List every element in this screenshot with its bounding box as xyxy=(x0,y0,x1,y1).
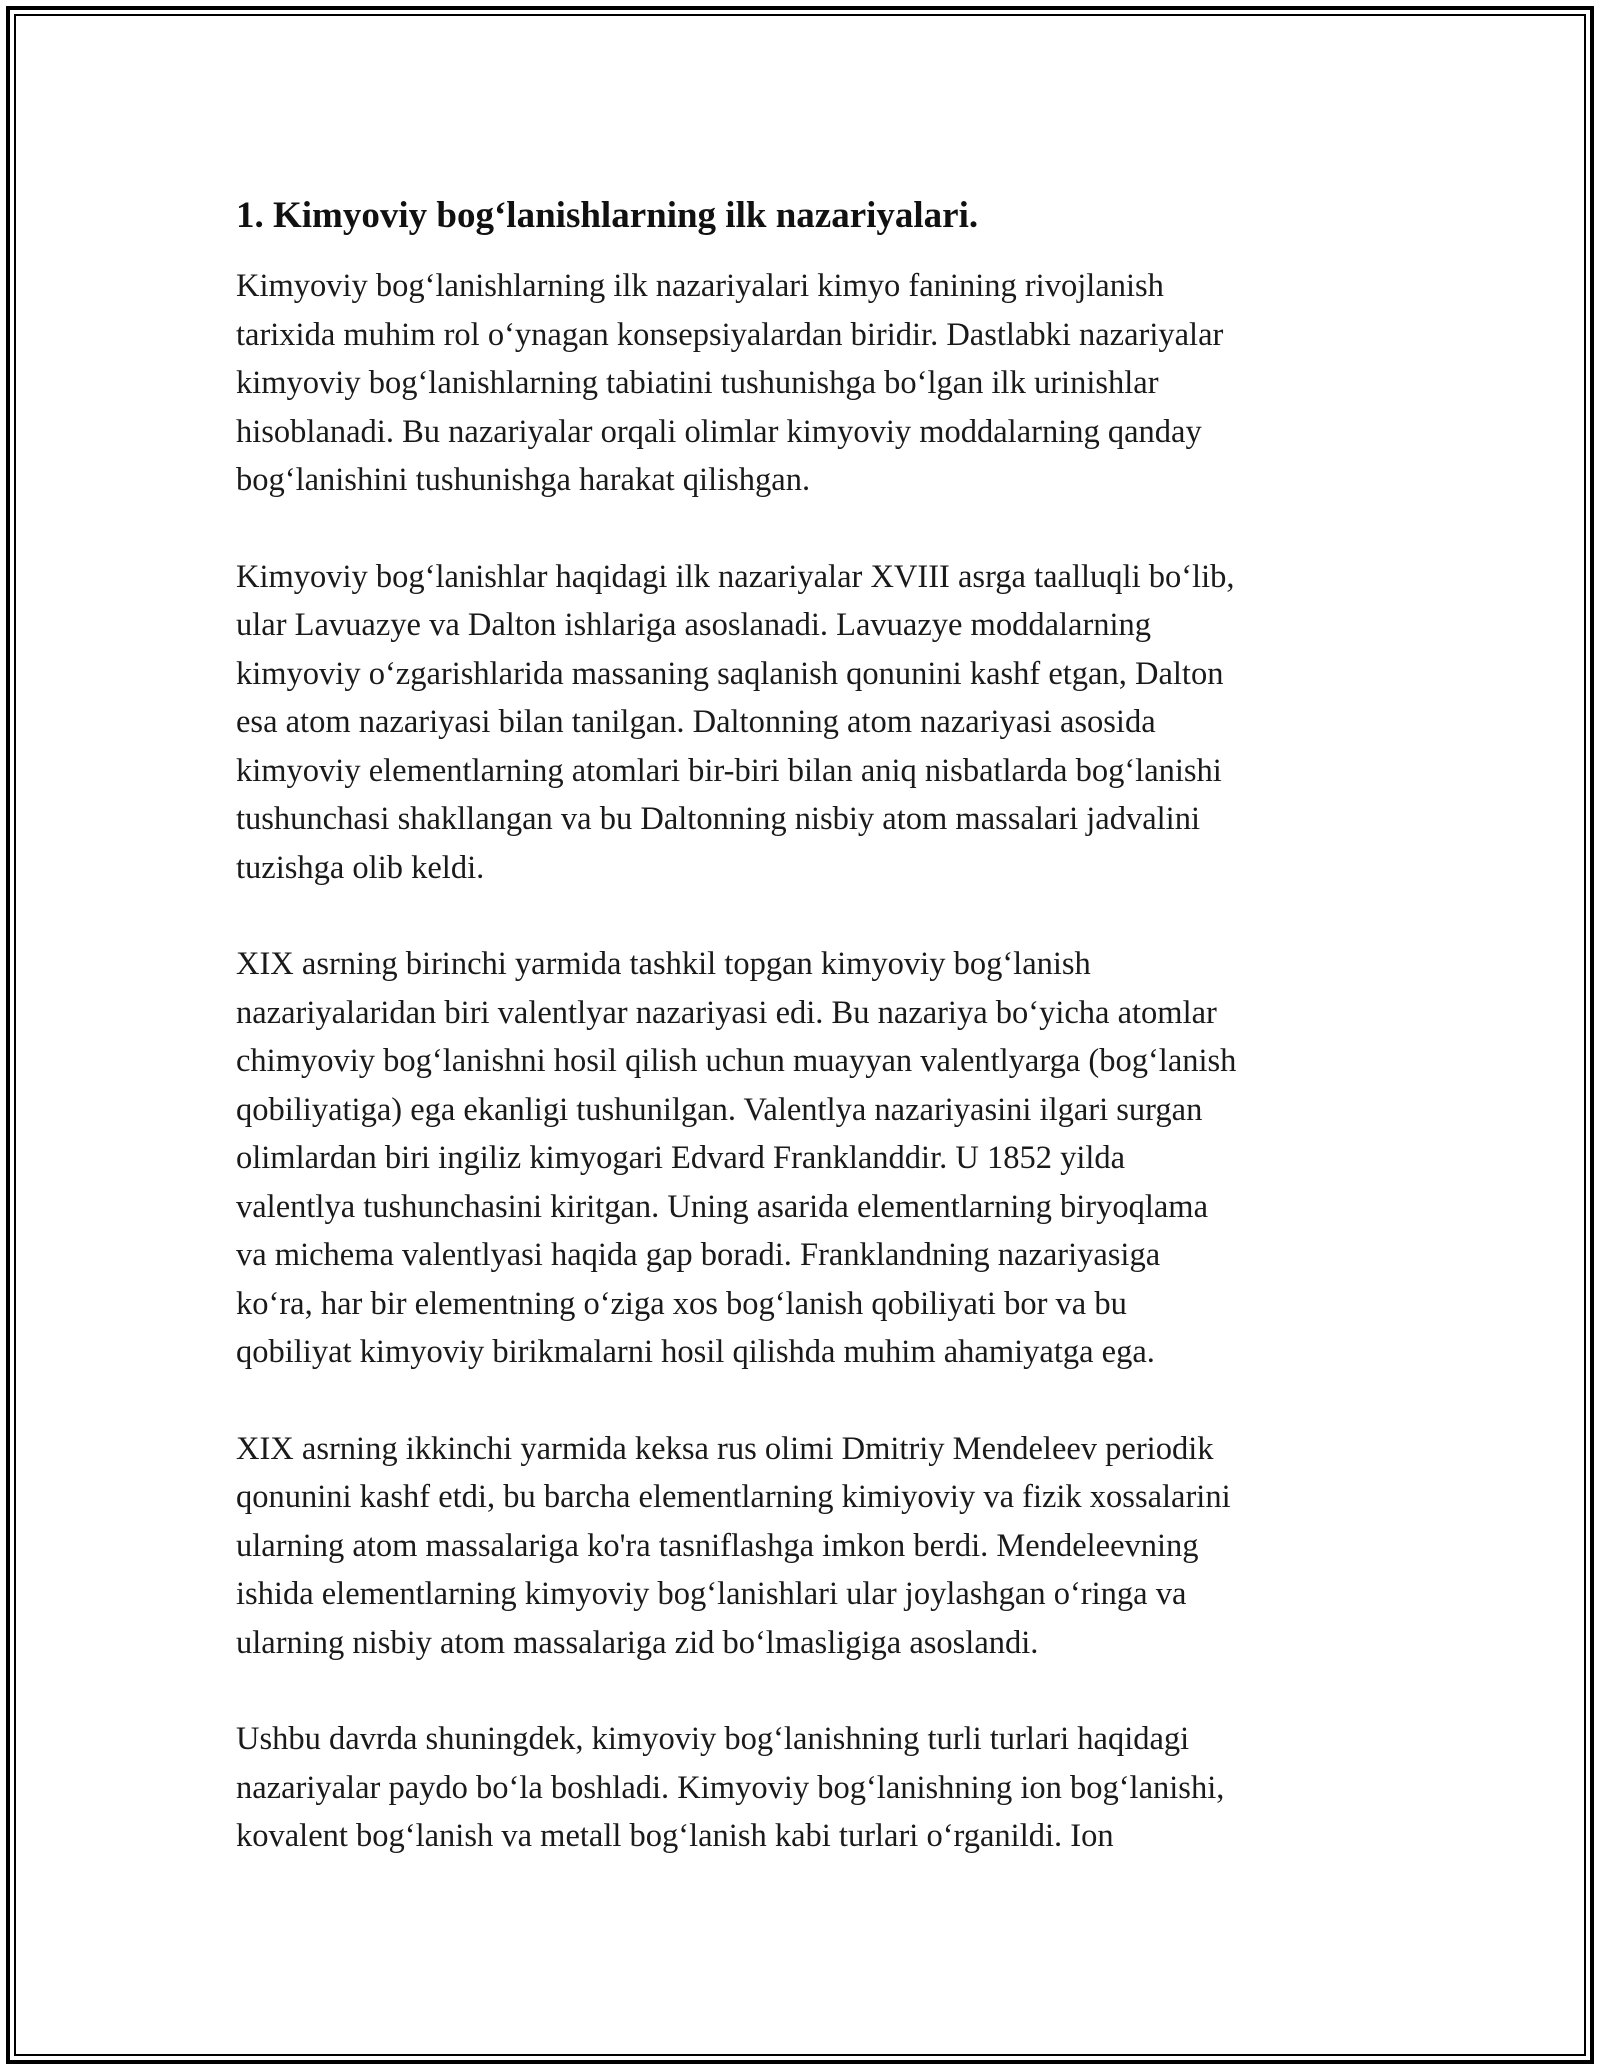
text-line: kimyoviy elementlarning atomlari bir-biri bilan aniq nisbatlarda bog‘lanishi xyxy=(236,752,1222,789)
text-line: tushunchasi shakllangan va bu Daltonning nisbiy atom massalari jadvalini xyxy=(236,801,1200,837)
text-line: ularning nisbiy atom massalariga zid bo‘lmasligiga asoslandi. xyxy=(236,1624,1039,1661)
text-line: qonunini kashf etdi, bu barcha elementlarning kimiyoviy va fizik xossalarini xyxy=(236,1479,1231,1515)
paragraph-mendeleev xyxy=(236,1425,1376,1668)
text-line: nazariyalaridan biri valentlyar nazariyasi edi. Bu nazariya bo‘yicha atomlar xyxy=(236,994,1217,1031)
text-line: kimyoviy bog‘lanishlarning tabiatini tushunishga bo‘lgan ilk urinishlar xyxy=(236,365,1159,401)
text-line: XIX asrning birinchi yarmida tashkil topgan kimyoviy bog‘lanish xyxy=(236,946,1091,982)
text-line: va michema valentlyasi haqida gap boradi. Franklandning nazariyasiga xyxy=(236,1237,1161,1273)
text-line: esa atom nazariyasi bilan tanilgan. Daltonning atom nazariyasi asosida xyxy=(236,704,1156,740)
paragraph-bond-types xyxy=(236,1715,1376,1861)
text-line: Kimyoviy bog‘lanishlar haqidagi ilk nazariyalar XVIII asrga taalluqli bo‘lib, xyxy=(236,558,1235,595)
paragraph-valence-theory xyxy=(236,940,1376,1377)
text-line: kimyoviy o‘zgarishlarida massaning saqlanish qonunini kashf etgan, Dalton xyxy=(236,655,1224,692)
paragraph-intro xyxy=(236,262,1376,505)
text-line: chimyoviy bog‘lanishni hosil qilish uchun muayyan valentlyarga (bog‘lanish xyxy=(236,1043,1237,1079)
document-body xyxy=(236,188,1376,1861)
text-line: tuzishga olib keldi. xyxy=(236,849,485,886)
text-line: Kimyoviy bog‘lanishlarning ilk nazariyalari kimyo fanining rivojlanish xyxy=(236,268,1164,304)
text-line: ko‘ra, har bir elementning o‘ziga xos bog‘lanish qobiliyati bor va bu xyxy=(236,1285,1127,1322)
text-line: qobiliyatiga) ega ekanligi tushunilgan. Valentlya nazariyasini ilgari surgan xyxy=(236,1091,1203,1128)
text-line: tarixida muhim rol o‘ynagan konsepsiyalardan biridir. Dastlabki nazariyalar xyxy=(236,316,1224,353)
text-line: olimlardan biri ingiliz kimyogari Edvard Franklanddir. U 1852 yilda xyxy=(236,1140,1126,1176)
text-line: ishida elementlarning kimyoviy bog‘lanishlari ular joylashgan o‘ringa va xyxy=(236,1576,1187,1612)
section-heading: 1. Kimyoviy bog‘lanishlarning ilk nazariyalari. xyxy=(236,195,979,236)
text-line: bog‘lanishini tushunishga harakat qilishgan. xyxy=(236,462,811,498)
text-line: ularning atom massalariga ko'ra tasniflashga imkon berdi. Mendeleevning xyxy=(236,1527,1199,1564)
text-line: nazariyalar paydo bo‘la boshladi. Kimyoviy bog‘lanishning ion bog‘lanishi, xyxy=(236,1769,1225,1806)
text-line: XIX asrning ikkinchi yarmida keksa rus olimi Dmitriy Mendeleev periodik xyxy=(236,1430,1214,1467)
text-line: kovalent bog‘lanish va metall bog‘lanish kabi turlari o‘rganildi. Ion xyxy=(236,1818,1114,1854)
text-line: ular Lavuazye va Dalton ishlariga asoslanadi. Lavuazye moddalarning xyxy=(236,607,1152,643)
text-line: Ushbu davrda shuningdek, kimyoviy bog‘lanishning turli turlari haqidagi xyxy=(236,1721,1190,1757)
text-line: hisoblanadi. Bu nazariyalar orqali olimlar kimyoviy moddalarning qanday xyxy=(236,413,1202,450)
text-line: valentlya tushunchasini kiritgan. Uning asarida elementlarning biryoqlama xyxy=(236,1188,1209,1225)
paragraph-lavoisier-dalton xyxy=(236,553,1376,893)
text-line: qobiliyat kimyoviy birikmalarni hosil qilishda muhim ahamiyatga ega. xyxy=(236,1334,1155,1370)
